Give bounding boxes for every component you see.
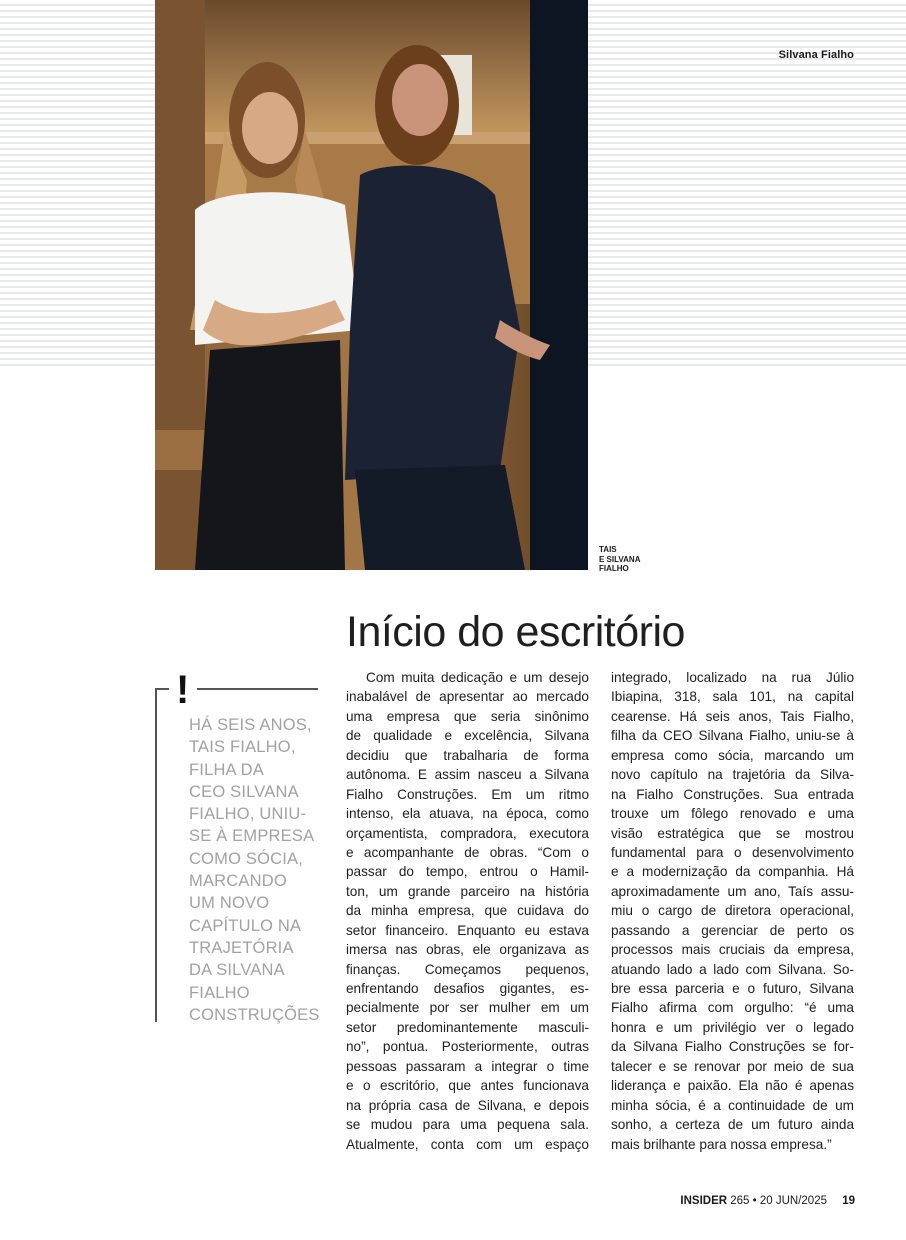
pull-quote-line: CONSTRUÇÕES <box>189 1005 320 1024</box>
body-line: no”, pontua. Posteriormente, outras <box>346 1039 589 1055</box>
frame-rule-left <box>155 688 169 690</box>
pull-quote-line: FIALHO, UNIU- <box>189 805 307 824</box>
body-line: orçamentista, compradora, executora <box>346 825 589 841</box>
portrait-photo <box>155 0 588 570</box>
pull-quote-line: TRAJETÓRIA <box>189 938 294 957</box>
body-line: setor predominantemente masculi- <box>346 1019 589 1035</box>
body-line: Atualmente, conta com um espaço <box>346 1136 589 1152</box>
body-line: empresa como sócia, marcando um <box>611 747 854 763</box>
body-line: na Fialho Construções. Sua entrada <box>611 786 854 802</box>
pull-quote <box>189 714 324 1026</box>
body-line: Com muita dedicação e um desejo <box>366 670 589 685</box>
caption-line: TAIS <box>599 545 617 554</box>
pull-quote-line: CEO SILVANA <box>189 782 299 801</box>
decorative-stripes-right <box>588 0 906 368</box>
body-line: e o escritório, que antes funcionava <box>346 1078 589 1094</box>
magazine-name: INSIDER <box>680 1195 728 1207</box>
body-line: inabalável de apresentar ao mercado <box>346 689 589 705</box>
body-line: passar do tempo, entrou o Hamil- <box>346 864 589 880</box>
body-line: finanças. Começamos pequenos, <box>346 961 589 977</box>
body-line: da Silvana Fialho Construções se for- <box>611 1039 854 1055</box>
page-footer <box>680 1195 855 1207</box>
body-line: talecer e se renovar por meio de sua <box>611 1058 854 1074</box>
body-line: Fialho afirma com orgulho: “é uma <box>611 1000 854 1016</box>
body-column-1 <box>346 668 589 1154</box>
body-column-2 <box>611 668 854 1154</box>
body-line: Ibiapina, 318, sala 101, na capital <box>611 689 854 705</box>
pull-quote-line: SE À EMPRESA <box>189 827 315 846</box>
pull-quote-line: FILHA DA <box>189 760 264 779</box>
body-line: pecialmente por ser mulher em um <box>346 1000 589 1016</box>
pull-quote-line: DA SILVANA <box>189 961 285 980</box>
body-line: atuando lado a lado com Silvana. So- <box>611 961 854 977</box>
body-line: mais brilhante para nossa empresa.” <box>611 1136 832 1152</box>
body-line: autônoma. E assim nasceu a Silvana <box>346 767 589 783</box>
body-line: cearense. Há seis anos, Tais Fialho, <box>611 708 854 724</box>
pull-quote-line: COMO SÓCIA, <box>189 849 304 868</box>
body-line: aproximadamente um ano, Taís assu- <box>611 883 854 899</box>
pull-quote-line: CAPÍTULO NA <box>189 916 302 935</box>
frame-rule-right <box>197 688 318 690</box>
decorative-stripes-left <box>0 0 155 368</box>
body-line: minha sócia, é a continuidade de um <box>611 1097 854 1113</box>
body-line: miu o cargo de diretora operacional, <box>611 903 854 919</box>
pull-quote-line: HÁ SEIS ANOS, <box>189 716 312 734</box>
pull-quote-line: UM NOVO <box>189 894 270 913</box>
body-line: e acompanhante de obras. “Com o <box>346 844 589 860</box>
body-line: trouxe um fôlego renovado e uma <box>611 806 854 822</box>
body-line: liderança e paixão. Ela não é apenas <box>611 1078 854 1094</box>
body-line: honra e um privilégio ver o legado <box>611 1019 854 1035</box>
body-line: processos mais cruciais da empresa, <box>611 942 854 958</box>
exclamation-icon: ! <box>176 668 190 712</box>
body-line: intenso, ela atuava, na época, como <box>346 806 589 822</box>
body-line: Fialho Construções. Em um ritmo <box>346 786 589 802</box>
section-tag: Silvana Fialho <box>778 49 854 61</box>
body-line: ton, um grande parceiro na história <box>346 883 589 899</box>
body-line: passando a gerenciar de perto os <box>611 922 854 938</box>
body-line: enfrentando desafios gigantes, es- <box>346 981 589 996</box>
page-number: 19 <box>842 1195 855 1207</box>
body-line: fundamental para o desenvolvimento <box>611 844 854 860</box>
article-headline: Início do escritório <box>346 608 685 656</box>
body-line: bre essa parceria e o futuro, Silvana <box>611 981 854 996</box>
body-line: sonho, a certeza de um futuro ainda <box>611 1117 854 1133</box>
body-line: da minha empresa, que cuidava do <box>346 903 589 919</box>
caption-line: FIALHO <box>599 564 629 573</box>
body-line: integrado, localizado na rua Júlio <box>611 670 854 685</box>
body-line: se mudou para uma pequena sala. <box>346 1117 589 1133</box>
frame-vertical-rule <box>155 688 157 1022</box>
pull-quote-line: MARCANDO <box>189 872 287 891</box>
caption-line: E SILVANA <box>599 554 641 564</box>
body-line: e a modernização da companhia. Há <box>611 864 854 880</box>
pull-quote-line: TAIS FIALHO, <box>189 738 296 757</box>
pull-quote-line: FIALHO <box>189 983 250 1002</box>
body-line: imersa nas obras, ele organizava as <box>346 942 589 958</box>
body-line: na própria casa de Silvana, e depois <box>346 1097 589 1113</box>
issue-info: 265 • 20 JUN/2025 <box>730 1195 827 1207</box>
body-line: de qualidade e excelência, Silvana <box>346 728 589 744</box>
body-line: visão estratégica que se mostrou <box>611 825 854 841</box>
body-line: pessoas passaram a integrar o time <box>346 1058 589 1074</box>
photo-caption <box>599 545 640 574</box>
body-line: uma empresa que seria sinônimo <box>346 708 589 724</box>
body-line: novo capítulo na trajetória da Silva- <box>611 767 854 783</box>
body-line: setor financeiro. Enquanto eu estava <box>346 922 589 938</box>
body-line: decidiu que trabalharia de forma <box>346 747 589 763</box>
body-line: filha da CEO Silvana Fialho, uniu-se à <box>611 728 854 744</box>
